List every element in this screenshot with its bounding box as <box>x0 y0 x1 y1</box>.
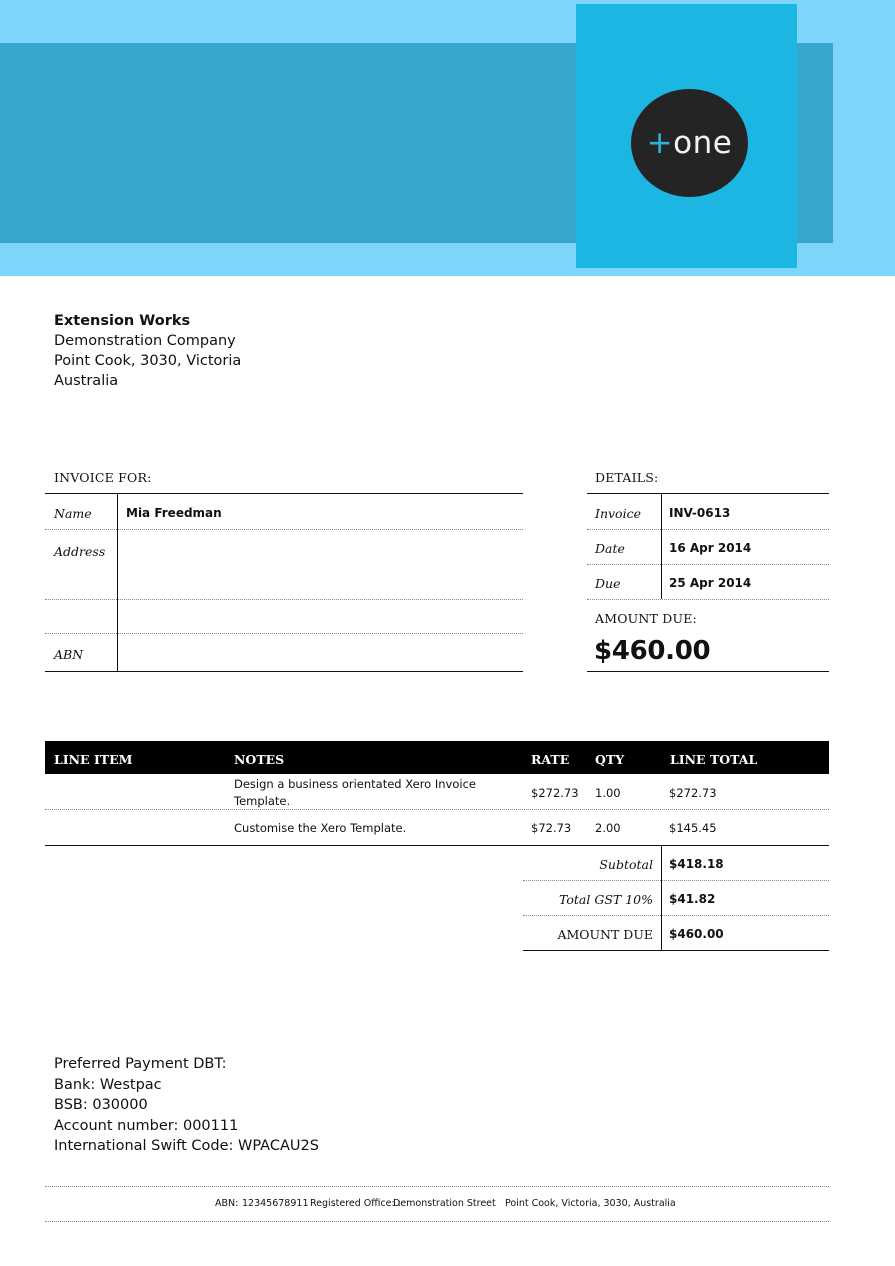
col-header-notes: NOTES <box>234 752 285 767</box>
payment-line-3: BSB: 030000 <box>54 1097 148 1113</box>
row-1-notes-line-1: Design a business orientated Xero Invoice <box>234 777 476 791</box>
divider <box>587 564 829 565</box>
footer-office-label: Registered Office: : <box>310 1198 401 1209</box>
company-line-2: Point Cook, 3030, Victoria <box>54 353 242 369</box>
footer-office-city: Point Cook, Victoria, 3030, Australia <box>505 1198 676 1209</box>
due-value: 25 Apr 2014 <box>669 576 752 590</box>
payment-instructions <box>54 1054 319 1157</box>
row-2-notes: Customise the Xero Template. <box>234 821 407 835</box>
company-name: Extension Works <box>54 313 191 329</box>
name-value: Mia Freedman <box>126 506 222 520</box>
payment-line-4: Account number: 000111 <box>54 1117 239 1134</box>
invoice-number-label: Invoice <box>595 506 641 521</box>
divider <box>45 1221 829 1222</box>
details-top-rule <box>587 493 829 494</box>
logo-word: one <box>673 125 733 161</box>
details-heading: DETAILS: <box>595 470 659 485</box>
divider <box>523 915 829 916</box>
row-1-total: $272.73 <box>669 786 717 800</box>
col-header-qty: QTY <box>595 752 625 767</box>
row-2-rate: $72.73 <box>531 821 572 835</box>
divider <box>587 599 829 600</box>
row-2-qty: 2.00 <box>595 821 621 835</box>
payment-line-2: Bank: Westpac <box>54 1076 162 1093</box>
logo-plus: + <box>646 125 674 161</box>
gst-value: $41.82 <box>669 892 716 906</box>
divider <box>45 1186 829 1187</box>
abn-label: ABN <box>54 647 84 662</box>
subtotal-value: $418.18 <box>669 857 724 871</box>
payment-line-5: International Swift Code: WPACAU2S <box>54 1138 319 1154</box>
date-label: Date <box>595 541 625 556</box>
col-header-line-item: LINE ITEM <box>54 752 133 767</box>
footer-abn-label: ABN: <box>215 1198 239 1209</box>
company-address-block <box>54 311 241 391</box>
invoice-for-bottom-rule <box>45 671 523 672</box>
row-2-total: $145.45 <box>669 821 717 835</box>
divider <box>587 529 829 530</box>
invoice-for-heading: INVOICE FOR: <box>54 470 152 485</box>
invoice-for-column-divider <box>117 494 118 671</box>
col-header-rate: RATE <box>531 752 570 767</box>
total-amount-due-label: AMOUNT DUE <box>557 927 653 942</box>
name-label: Name <box>54 506 92 521</box>
col-header-line-total: LINE TOTAL <box>670 752 758 767</box>
date-value: 16 Apr 2014 <box>669 541 752 555</box>
totals-column-divider <box>661 846 662 950</box>
footer-office-street: Demonstration Street <box>393 1198 496 1209</box>
line-items-bottom-rule <box>45 845 829 846</box>
company-line-3: Australia <box>54 373 119 389</box>
gst-label: Total GST 10% <box>559 892 653 907</box>
row-1-notes-line-2: Template. <box>234 794 291 808</box>
row-1-qty: 1.00 <box>595 786 621 800</box>
due-label: Due <box>595 576 621 591</box>
row-1-rate: $272.73 <box>531 786 579 800</box>
logo-text <box>647 125 733 161</box>
details-bottom-rule <box>587 671 829 672</box>
totals-bottom-rule <box>523 950 829 951</box>
payment-line-1: Preferred Payment DBT: <box>54 1056 227 1072</box>
divider <box>523 880 829 881</box>
amount-due-heading: AMOUNT DUE: <box>595 611 697 626</box>
footer-abn-value: 12345678911 <box>242 1198 309 1209</box>
company-line-1: Demonstration Company <box>54 333 236 349</box>
invoice-number-value: INV-0613 <box>669 506 731 520</box>
amount-due-total: $460.00 <box>594 636 711 666</box>
divider <box>45 809 829 810</box>
total-amount-due-value: $460.00 <box>669 927 724 941</box>
company-logo <box>631 89 748 197</box>
subtotal-label: Subtotal <box>599 857 653 872</box>
details-column-divider <box>661 494 662 599</box>
row-1-notes <box>234 776 514 810</box>
address-label: Address <box>54 544 106 559</box>
